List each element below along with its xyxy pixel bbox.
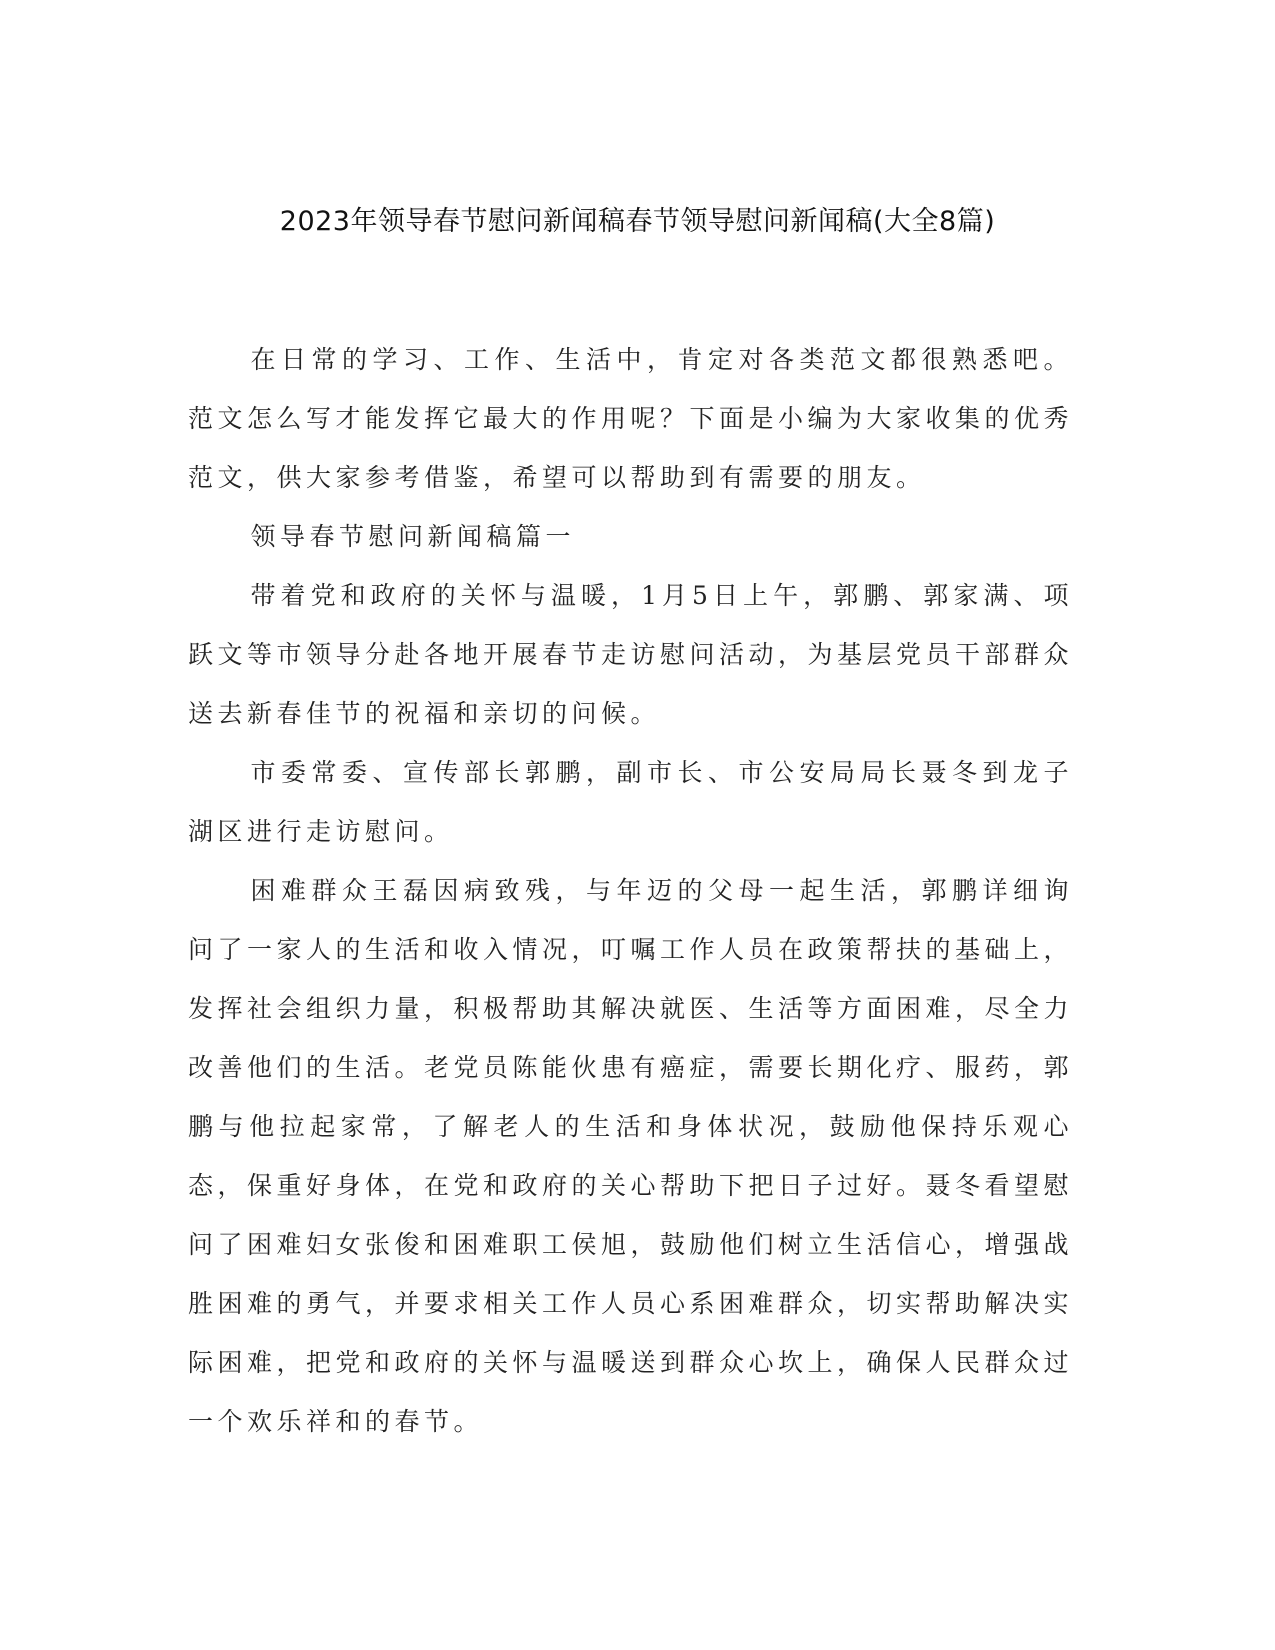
body-paragraph: 困难群众王磊因病致残，与年迈的父母一起生活，郭鹏详细询问了一家人的生活和收入情况，叮嘱工作人员在政策帮扶的基础上，发挥社会组织力量，积极帮助其解决就医、生活等方面困难，尽全力改善他们的生活。老党员陈能伙患有癌症，需要长期化疗、服药，郭鹏与他拉起家常，了解老人的生活和身体状况，鼓励他保持乐观心态，保重好身体，在党和政府的关心帮助下把日子过好。聂冬看望慰问了困难妇女张俊和困难职工侯旭，鼓励他们树立生活信心，增强战胜困难的勇气，并要求相关工作人员心系困难群众，切实帮助解决实际困难，把党和政府的关怀与温暖送到群众心坎上，确保人民群众过一个欢乐祥和的春节。 bbox=[188, 876, 1074, 1436]
document-title: 2023年领导春节慰问新闻稿春节领导慰问新闻稿(大全8篇) bbox=[279, 206, 996, 237]
section-heading: 领导春节慰问新闻稿篇一 bbox=[250, 522, 576, 551]
document-body bbox=[188, 330, 1073, 1451]
body-paragraph: 市委常委、宣传部长郭鹏，副市长、市公安局局长聂冬到龙子湖区进行走访慰问。 bbox=[188, 758, 1073, 846]
body-paragraph: 带着党和政府的关怀与温暖，1月5日上午，郭鹏、郭家满、项跃文等市领导分赴各地开展春节走访慰问活动，为基层党员干部群众送去新春佳节的祝福和亲切的问候。 bbox=[188, 581, 1074, 728]
intro-paragraph: 在日常的学习、工作、生活中，肯定对各类范文都很熟悉吧。范文怎么写才能发挥它最大的作用呢？下面是小编为大家收集的优秀范文，供大家参考借鉴，希望可以帮助到有需要的朋友。 bbox=[188, 345, 1074, 492]
